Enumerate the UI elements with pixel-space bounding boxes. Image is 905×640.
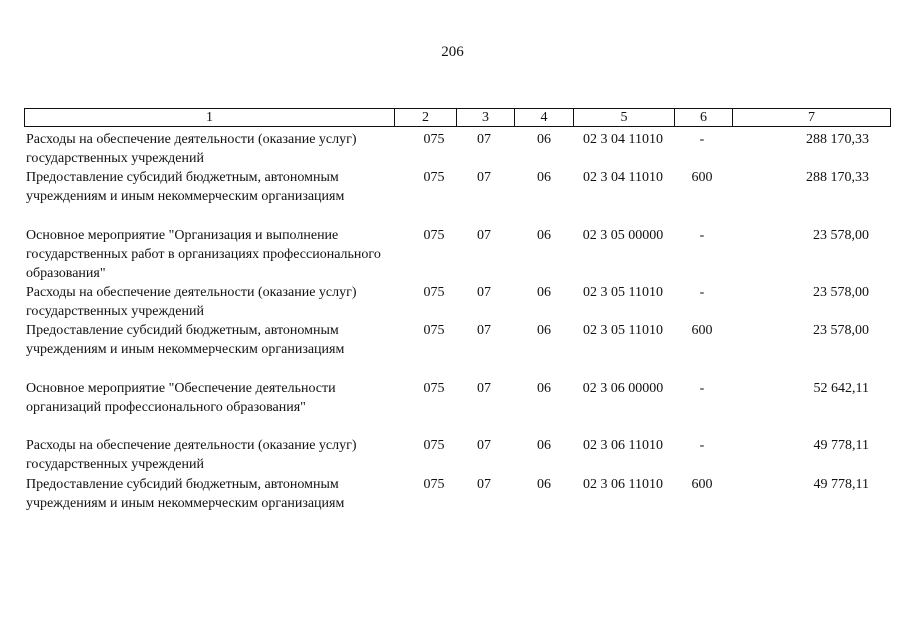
row-rz: 07 bbox=[477, 132, 491, 147]
row-rz: 07 bbox=[477, 228, 491, 243]
row-csr: 02 3 05 00000 bbox=[582, 228, 664, 243]
row-sum: 288 170,33 bbox=[806, 132, 869, 147]
row-rz: 07 bbox=[477, 323, 491, 338]
row-vr: 600 bbox=[691, 323, 713, 338]
row-vr: 600 bbox=[691, 477, 713, 492]
row-ved: 075 bbox=[423, 381, 445, 396]
row-name: Расходы на обеспечение деятельности (оказание услуг) государственных учреждений bbox=[26, 132, 357, 166]
row-name: Предоставление субсидий бюджетным, автономным учреждениям и иным некоммерческим организациям bbox=[26, 477, 345, 511]
row-sum: 23 578,00 bbox=[813, 285, 869, 300]
row-vr: - bbox=[699, 228, 705, 243]
row-pr: 06 bbox=[537, 285, 551, 300]
row-vr: - bbox=[699, 438, 705, 453]
row-csr: 02 3 06 00000 bbox=[582, 381, 664, 396]
row-rz: 07 bbox=[477, 285, 491, 300]
row-pr: 06 bbox=[537, 132, 551, 147]
row-sum: 49 778,11 bbox=[813, 477, 869, 492]
row-pr: 06 bbox=[537, 323, 551, 338]
row-csr: 02 3 06 11010 bbox=[583, 438, 663, 453]
row-ved: 075 bbox=[423, 132, 445, 147]
row-vr: - bbox=[699, 381, 705, 396]
row-pr: 06 bbox=[537, 477, 551, 492]
page-number: 206 bbox=[441, 44, 464, 60]
row-ved: 075 bbox=[423, 323, 445, 338]
row-pr: 06 bbox=[537, 170, 551, 185]
table-header-row bbox=[24, 108, 891, 127]
row-name: Расходы на обеспечение деятельности (оказание услуг) государственных учреждений bbox=[26, 285, 357, 319]
row-sum: 23 578,00 bbox=[813, 323, 869, 338]
row-csr: 02 3 04 11010 bbox=[583, 132, 663, 147]
col-header-2: 2 bbox=[395, 109, 457, 126]
row-csr: 02 3 04 11010 bbox=[583, 170, 663, 185]
row-ved: 075 bbox=[423, 170, 445, 185]
row-rz: 07 bbox=[477, 438, 491, 453]
row-csr: 02 3 06 11010 bbox=[583, 477, 663, 492]
row-csr: 02 3 05 11010 bbox=[583, 285, 663, 300]
row-sum: 52 642,11 bbox=[813, 381, 869, 396]
row-name: Основное мероприятие "Обеспечение деятельности организаций профессионального образования" bbox=[26, 381, 336, 415]
row-name: Расходы на обеспечение деятельности (оказание услуг) государственных учреждений bbox=[26, 438, 357, 472]
row-ved: 075 bbox=[423, 438, 445, 453]
row-pr: 06 bbox=[537, 438, 551, 453]
row-sum: 49 778,11 bbox=[813, 438, 869, 453]
col-header-4: 4 bbox=[515, 109, 574, 126]
row-sum: 288 170,33 bbox=[806, 170, 869, 185]
row-sum: 23 578,00 bbox=[813, 228, 869, 243]
col-header-5: 5 bbox=[574, 109, 675, 126]
row-rz: 07 bbox=[477, 477, 491, 492]
row-rz: 07 bbox=[477, 170, 491, 185]
row-vr: - bbox=[699, 132, 705, 147]
col-header-1: 1 bbox=[25, 109, 395, 126]
row-name: Предоставление субсидий бюджетным, автономным учреждениям и иным некоммерческим организациям bbox=[26, 323, 345, 357]
col-header-7: 7 bbox=[808, 110, 815, 125]
row-vr: - bbox=[699, 285, 705, 300]
col-header-3: 3 bbox=[457, 109, 515, 126]
col-header-6: 6 bbox=[675, 109, 733, 126]
row-pr: 06 bbox=[537, 381, 551, 396]
row-ved: 075 bbox=[423, 477, 445, 492]
row-vr: 600 bbox=[691, 170, 713, 185]
row-ved: 075 bbox=[423, 228, 445, 243]
row-pr: 06 bbox=[537, 228, 551, 243]
row-name: Основное мероприятие "Организация и выполнение государственных работ в организациях профессионального образования" bbox=[26, 228, 381, 281]
row-ved: 075 bbox=[423, 285, 445, 300]
row-csr: 02 3 05 11010 bbox=[583, 323, 663, 338]
row-rz: 07 bbox=[477, 381, 491, 396]
row-name: Предоставление субсидий бюджетным, автономным учреждениям и иным некоммерческим организациям bbox=[26, 170, 345, 204]
